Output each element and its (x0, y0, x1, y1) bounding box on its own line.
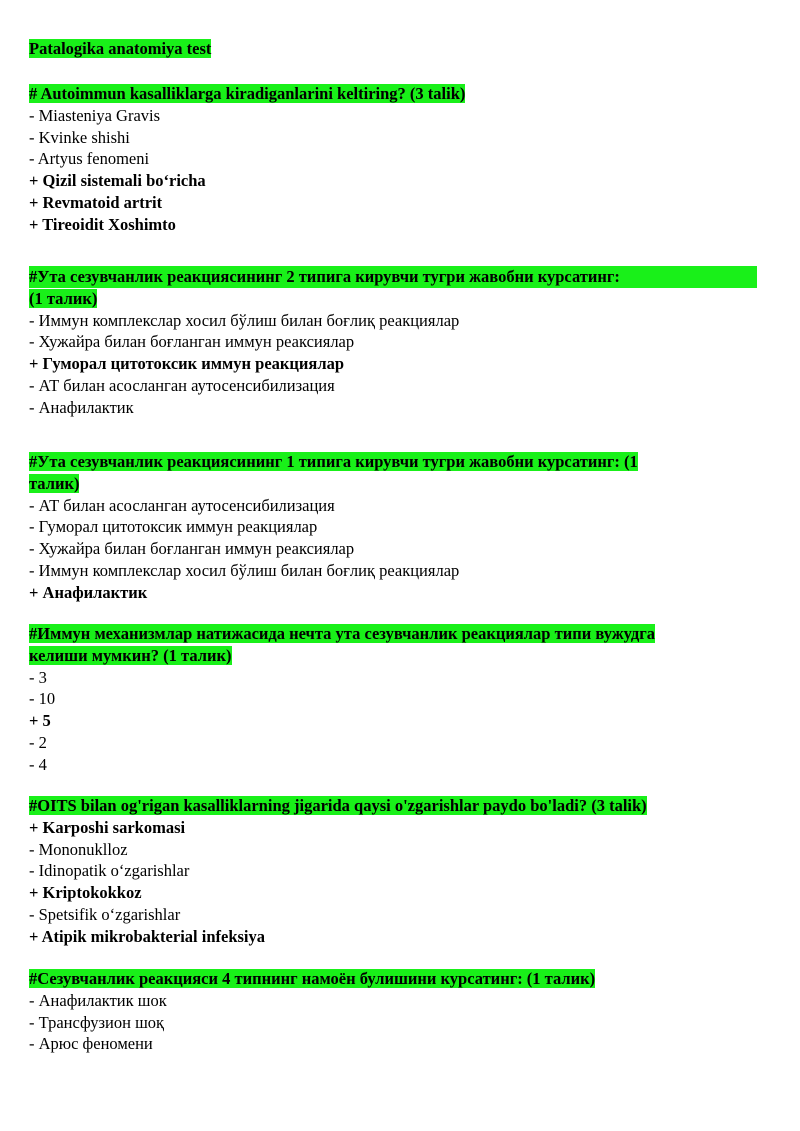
question-text-highlight: #OITS bilan og'rigan kasalliklarning jigarida qaysi o'zgarishlar paydo bo'ladi? (3 talik) (29, 796, 647, 815)
answer-option: - АТ билан асосланган аутосенсибилизация (29, 495, 335, 515)
answer-option: - Иммун комплекслар хосил бўлиш билан боғлиқ реакциялар (29, 310, 460, 330)
question-text (29, 83, 757, 105)
question-text-highlight: #Иммун механизмлар натижасида нечта ута сезувчанлик реакциялар типи вужудга (29, 624, 655, 643)
answer-option: - Хужайра билан боғланган иммун реаксиялар (29, 539, 355, 559)
answer-option: - Анафилактик (29, 397, 134, 417)
correct-answer-option: + Revmatoid artrit (29, 192, 163, 212)
answer-option: - Гуморал цитотоксик иммун реакциялар (29, 517, 318, 537)
correct-answer-option: + Qizil sistemali bo‘richa (29, 171, 206, 191)
correct-answer-option: + 5 (29, 711, 51, 731)
answer-option: - Хужайра билан боғланган иммун реаксиялар (29, 332, 355, 352)
question-block (29, 266, 757, 419)
question-block (29, 623, 757, 776)
question-text (29, 968, 757, 990)
answer-option: - Иммун комплекслар хосил бўлиш билан боғлиқ реакциялар (29, 560, 460, 580)
question-text (29, 288, 757, 310)
question-block (29, 83, 757, 236)
answer-option: - АТ билан асосланган аутосенсибилизация (29, 375, 335, 395)
correct-answer-option: + Анафилактик (29, 582, 148, 602)
question-text (29, 795, 757, 817)
correct-answer-option: + Tireoidit Xoshimto (29, 214, 176, 234)
question-text (29, 473, 757, 495)
document-title (29, 38, 211, 59)
question-block (29, 451, 757, 604)
answer-option: - Idinopatik o‘zgarishlar (29, 861, 190, 881)
answer-option: - 3 (29, 667, 47, 687)
correct-answer-option: + Atipik mikrobakterial infeksiya (29, 926, 266, 946)
answer-option: - 10 (29, 689, 56, 709)
correct-answer-option: + Kriptokokkoz (29, 883, 142, 903)
answer-option: - Kvinke shishi (29, 127, 130, 147)
answer-option: - Mononuklloz (29, 839, 128, 859)
answer-option: - Artyus fenomeni (29, 149, 150, 169)
answer-option: - Miasteniya Gravis (29, 105, 161, 125)
question-text: #Ута сезувчанлик реакциясининг 2 типига кирувчи тугри жавобни курсатинг: (29, 266, 757, 288)
question-text-highlight: келиши мумкин? (1 талик) (29, 645, 232, 665)
correct-answer-option: + Гуморал цитотоксик иммун реакциялар (29, 354, 345, 374)
answer-option: - Трансфузион шоқ (29, 1012, 165, 1032)
correct-answer-option: + Karposhi sarkomasi (29, 817, 186, 837)
question-block (29, 795, 757, 948)
question-text-highlight: #Сезувчанлик реакцияси 4 типнинг намоён булишини курсатинг: (1 талик) (29, 969, 596, 988)
question-text-highlight: талик) (29, 473, 80, 493)
question-text-highlight: # Autoimmun kasalliklarga kiradiganlarini keltiring? (3 talik) (29, 84, 466, 103)
answer-option: - Арюс феномени (29, 1034, 153, 1054)
question-text (29, 451, 757, 473)
answer-option: - Spetsifik o‘zgarishlar (29, 904, 181, 924)
answer-option: - 4 (29, 754, 47, 774)
answer-option: - 2 (29, 732, 47, 752)
question-text (29, 645, 757, 667)
question-text (29, 623, 757, 645)
question-text-highlight: (1 талик) (29, 288, 98, 308)
question-block (29, 968, 757, 1055)
answer-option: - Анафилактик шок (29, 990, 167, 1010)
document-title-text: Patalogika anatomiya test (29, 39, 212, 58)
question-text-highlight: #Ута сезувчанлик реакциясининг 1 типига кирувчи тугри жавобни курсатинг: (1 (29, 452, 638, 471)
